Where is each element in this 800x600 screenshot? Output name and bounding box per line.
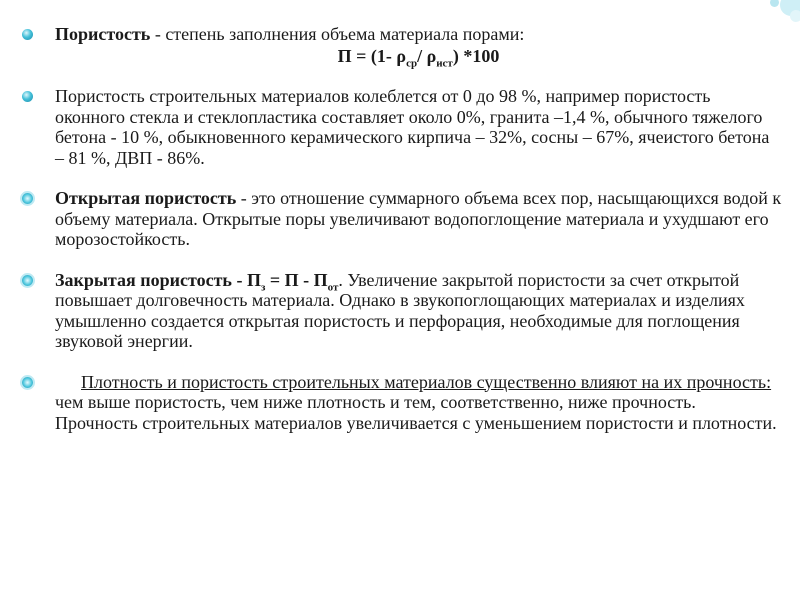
paragraph-strength — [22, 372, 782, 434]
formula-part-lhs: П = (1- ρ — [337, 45, 407, 66]
formula-part-rhs: ) *100 — [452, 45, 500, 66]
strength-text: чем выше пористость, чем ниже плотность и тем, соответственно, ниже прочность. Прочность строительных материалов увеличивается с уменьшением пористости и плотности. — [55, 392, 777, 433]
closed-porosity-dash: - — [231, 269, 247, 290]
bullet-icon — [22, 29, 33, 40]
formula-sub-true: ист — [436, 57, 453, 70]
paragraph-closed-porosity — [22, 270, 782, 352]
term-open-porosity: Открытая пористость — [55, 188, 237, 208]
bullet-icon — [22, 275, 33, 286]
term-porosity: Пористость — [55, 24, 151, 44]
slide-content — [22, 24, 782, 453]
paragraph-open-porosity — [22, 188, 782, 250]
closed-porosity-text: . Увеличение закрытой пористости за счет открытой повышает долговечность материала. Однако в звукопоглощающих материалах и изделиях умышленно создается открытая пористость и перфорация, необходимые для поглощения звуковой энергии. — [55, 269, 745, 351]
bullet-icon — [22, 91, 33, 102]
bullet-icon — [22, 377, 33, 388]
paragraph-porosity — [22, 24, 782, 70]
closed-formula-sub-a: з — [260, 281, 266, 294]
formula-part-mid: / ρ — [417, 45, 437, 66]
bullet-icon — [22, 193, 33, 204]
formula-sub-avg: ср — [406, 57, 418, 70]
open-porosity-text: - это отношение суммарного объема всех пор, насыщающихся водой к объему материала. Открытые поры увеличивают водопоглощение материала и ухудшают его морозостойкость. — [55, 188, 782, 249]
porosity-range-text: Пористость строительных материалов колеблется от 0 до 98 %, например пористость оконного стекла и стеклопластика составляет около 0%, гранита –1,4 %, обычного тяжелого бетона - 10 %, обыкновенного керамического кирпича – 32%, сосны – 67%, ячеистого бетона – 81 %, ДВП - 86%. — [55, 86, 770, 168]
paragraph-porosity-range — [22, 86, 782, 168]
term-closed-porosity: Закрытая пористость — [55, 269, 232, 290]
closed-formula-a: П — [246, 269, 261, 290]
strength-underlined: Плотность и пористость строительных материалов существенно влияют на их прочность: — [81, 371, 772, 392]
porosity-definition: - степень заполнения объема материала порами: — [150, 24, 525, 44]
closed-formula-b: = П - П — [265, 269, 328, 290]
porosity-formula — [55, 45, 782, 70]
closed-formula-sub-b: от — [327, 281, 339, 294]
